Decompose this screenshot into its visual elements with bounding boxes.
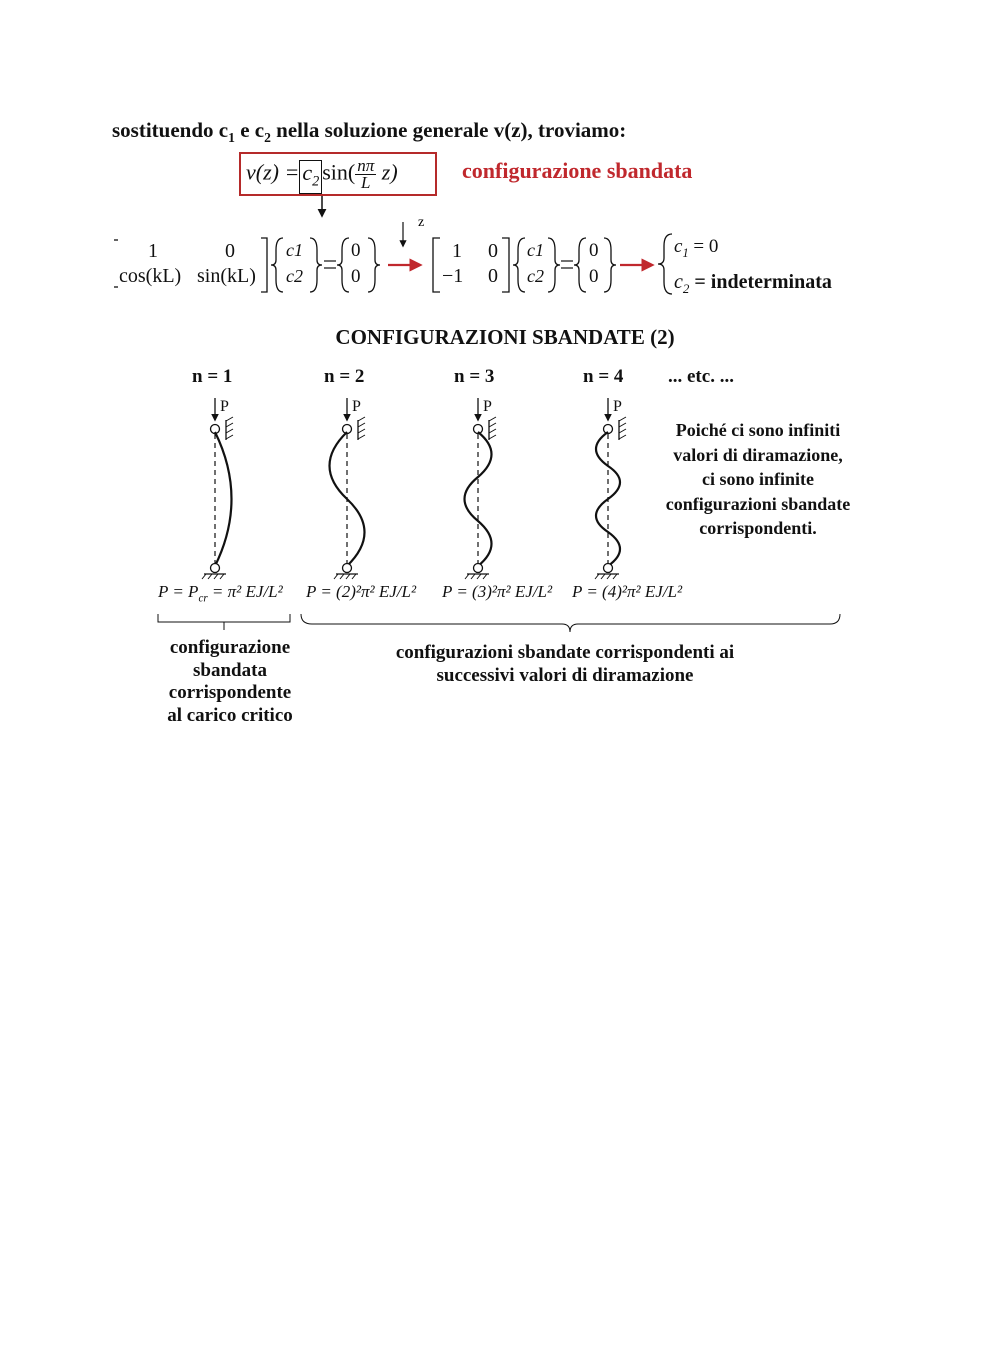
section-title: CONFIGURAZIONI SBANDATE (2) [335, 325, 675, 349]
mode-2-column [330, 398, 366, 579]
vector-entry: c2 [286, 266, 303, 286]
result-c1: $c_1 = 0$ [674, 236, 719, 260]
matrix-cell: cos(kL) [119, 265, 182, 287]
svg-text:z: z [418, 215, 425, 230]
load-label: P [352, 398, 361, 415]
mode-4-column [595, 398, 626, 579]
general-solution-equation: $v(z) = c_2$ sin( $\frac{n\pi}{L}$ z) [246, 156, 398, 192]
mode-3-column [465, 398, 497, 579]
load-label: P [613, 398, 622, 415]
matrix-cell: 0 [225, 240, 235, 262]
mode-1-column [202, 398, 233, 579]
vector-entry: c1 [527, 240, 544, 260]
caption-critical: configurazione sbandata corrispondente al carico critico [167, 637, 293, 726]
vector-entry: c1 [286, 240, 303, 260]
matrix-cell: 1 [452, 240, 462, 262]
load-formula: P = (4)²π² EJ/L² [572, 582, 683, 601]
vector-entry: c2 [527, 266, 544, 286]
c2-highlight-box: $c_2$ [299, 160, 322, 194]
mode-label: n = 4 [583, 366, 624, 387]
critical-load-formula: $P = P_{cr} = \pi^2$ EJ/L² [158, 582, 283, 605]
matrix-cell: 0 [488, 240, 498, 262]
equation-label: configurazione sbandata [462, 158, 693, 183]
load-formula: P = (2)²π² EJ/L² [306, 582, 417, 601]
etc-label: ... etc. ... [668, 366, 734, 387]
caption-successive: configurazioni sbandate corrispondenti ai successivi valori di diramazione [395, 642, 735, 686]
matrix-cell: −1 [442, 265, 464, 287]
intro-text: sostituendo $c_1$ e $c_2$ nella soluzione generale v(z), troviamo: [112, 118, 627, 146]
mode-label: n = 3 [454, 366, 495, 387]
vector-entry: 0 [351, 266, 361, 287]
vector-entry: 0 [589, 266, 599, 287]
result-c2: $c_2$ = indeterminata [674, 271, 832, 296]
matrix-cell: sin(kL) [197, 265, 256, 287]
load-label: P [220, 398, 229, 415]
matrix-cell: 1 [148, 240, 158, 262]
load-formula: P = (3)²π² EJ/L² [442, 582, 553, 601]
vector-entry: 0 [351, 240, 361, 261]
mode-label: n = 2 [324, 366, 365, 387]
side-note: Poiché ci sono infiniti valori di diramazione, ci sono infinite configurazioni sbandate corrispondenti. [665, 420, 851, 538]
mode-label: n = 1 [192, 366, 233, 387]
load-label: P [483, 398, 492, 415]
vector-entry: 0 [589, 240, 599, 261]
matrix-cell: 0 [488, 265, 498, 287]
